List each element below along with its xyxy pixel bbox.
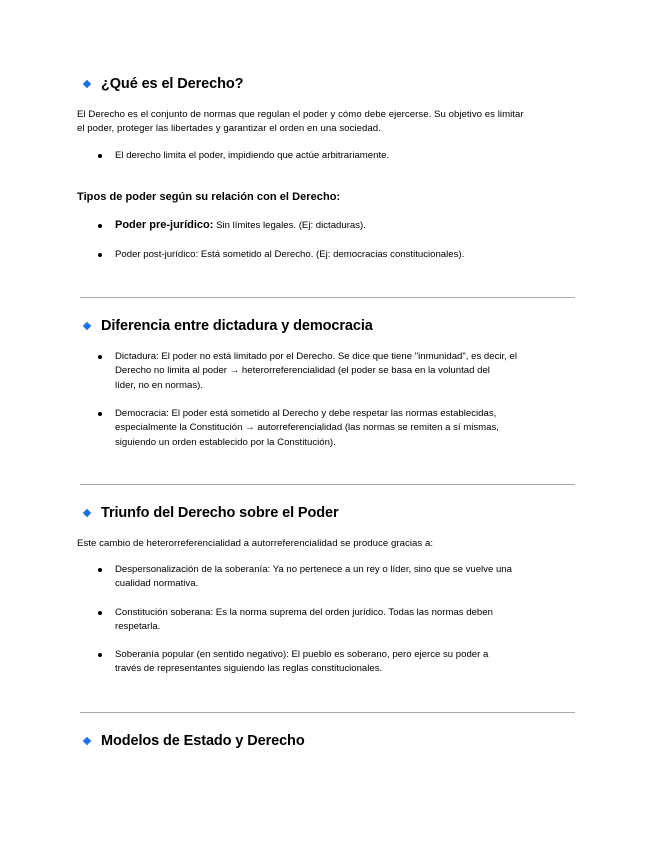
list-item	[98, 606, 568, 635]
list-item-text	[115, 407, 568, 450]
section-heading-dictadura-democracia	[82, 318, 373, 334]
bullet-dot-icon	[98, 568, 102, 572]
heading-text: Diferencia entre dictadura y democracia	[101, 318, 373, 334]
section-heading-que-es-el-derecho	[82, 76, 243, 92]
list-item-line: Democracia: El poder está sometido al Derecho y debe respetar las normas establecidas,	[115, 408, 497, 419]
list-item-text: Poder post-jurídico: Está sometido al Derecho. (Ej: democracias constitucionales).	[115, 249, 465, 260]
section-divider	[80, 297, 575, 298]
section-heading-modelos-de-estado	[82, 733, 305, 749]
list-item-text	[115, 218, 568, 233]
list-item-text	[115, 648, 568, 677]
list-item-line: Constitución soberana: Es la norma suprema del orden jurídico. Todas las normas deben	[115, 607, 493, 618]
section-divider	[80, 484, 575, 485]
bullet-dot-icon	[98, 653, 102, 657]
heading-text: Modelos de Estado y Derecho	[101, 733, 305, 749]
bullet-dot-icon	[98, 224, 102, 228]
bullet-dot-icon	[98, 355, 102, 359]
list-item	[98, 149, 568, 163]
list-item-line: especialmente la Constitución → autorreferencialidad (las normas se remiten a sí mismas,	[115, 422, 499, 434]
subheading: Tipos de poder según su relación con el Derecho:	[77, 191, 341, 203]
list-item	[98, 407, 568, 450]
list-item	[98, 350, 568, 393]
list-item	[98, 248, 568, 262]
bullet-dot-icon	[98, 412, 102, 416]
list-item-line: Dictadura: El poder no está limitado por el Derecho. Se dice que tiene "inmunidad", es decir, el	[115, 351, 517, 362]
list-item-text	[115, 350, 568, 393]
intro-paragraph: Este cambio de heterorreferencialidad a autorreferencialidad se produce gracias a:	[77, 538, 434, 549]
heading-text: Triunfo del Derecho sobre el Poder	[101, 505, 339, 521]
list-item-line: líder, no en normas).	[115, 379, 203, 391]
list-item-text	[115, 563, 568, 592]
list-item	[98, 563, 568, 592]
list-item-line: respetarla.	[115, 621, 161, 633]
section-heading-triunfo-del-derecho	[82, 505, 339, 521]
bold-term: Poder pre-jurídico:	[115, 219, 214, 231]
list-item-text: El derecho limita el poder, impidiendo que actúe arbitrariamente.	[115, 150, 390, 161]
diamond-bullet-icon	[83, 509, 91, 517]
paragraph-line: el poder, proteger las libertades y garantizar el orden en una sociedad.	[77, 123, 381, 134]
bullet-dot-icon	[98, 253, 102, 257]
term-description: Sin límites legales. (Ej: dictaduras).	[213, 220, 366, 231]
heading-text: ¿Qué es el Derecho?	[101, 76, 244, 92]
list-item-text	[115, 606, 568, 635]
paragraph-line: El Derecho es el conjunto de normas que regulan el poder y cómo debe ejercerse. Su objetivo es limitar	[77, 109, 524, 120]
list-item-line: Derecho no limita al poder → heterorreferencialidad (el poder se basa en la voluntad del	[115, 365, 490, 377]
list-item-line: cualidad normativa.	[115, 578, 199, 590]
diamond-bullet-icon	[83, 322, 91, 330]
bullet-dot-icon	[98, 154, 102, 158]
bullet-dot-icon	[98, 611, 102, 615]
diamond-bullet-icon	[83, 80, 91, 88]
section-divider	[80, 712, 575, 713]
list-item-line: siguiendo un orden establecido por la Constitución).	[115, 436, 336, 448]
list-item	[98, 218, 568, 233]
list-item	[98, 648, 568, 677]
list-item-line: Despersonalización de la soberanía: Ya no pertenece a un rey o líder, sino que se vuelve una	[115, 564, 512, 575]
intro-paragraph	[77, 108, 582, 136]
list-item-line: través de representantes siguiendo las reglas constitucionales.	[115, 663, 383, 675]
list-item-line: Soberanía popular (en sentido negativo): El pueblo es soberano, pero ejerce su poder a	[115, 649, 489, 660]
diamond-bullet-icon	[83, 737, 91, 745]
